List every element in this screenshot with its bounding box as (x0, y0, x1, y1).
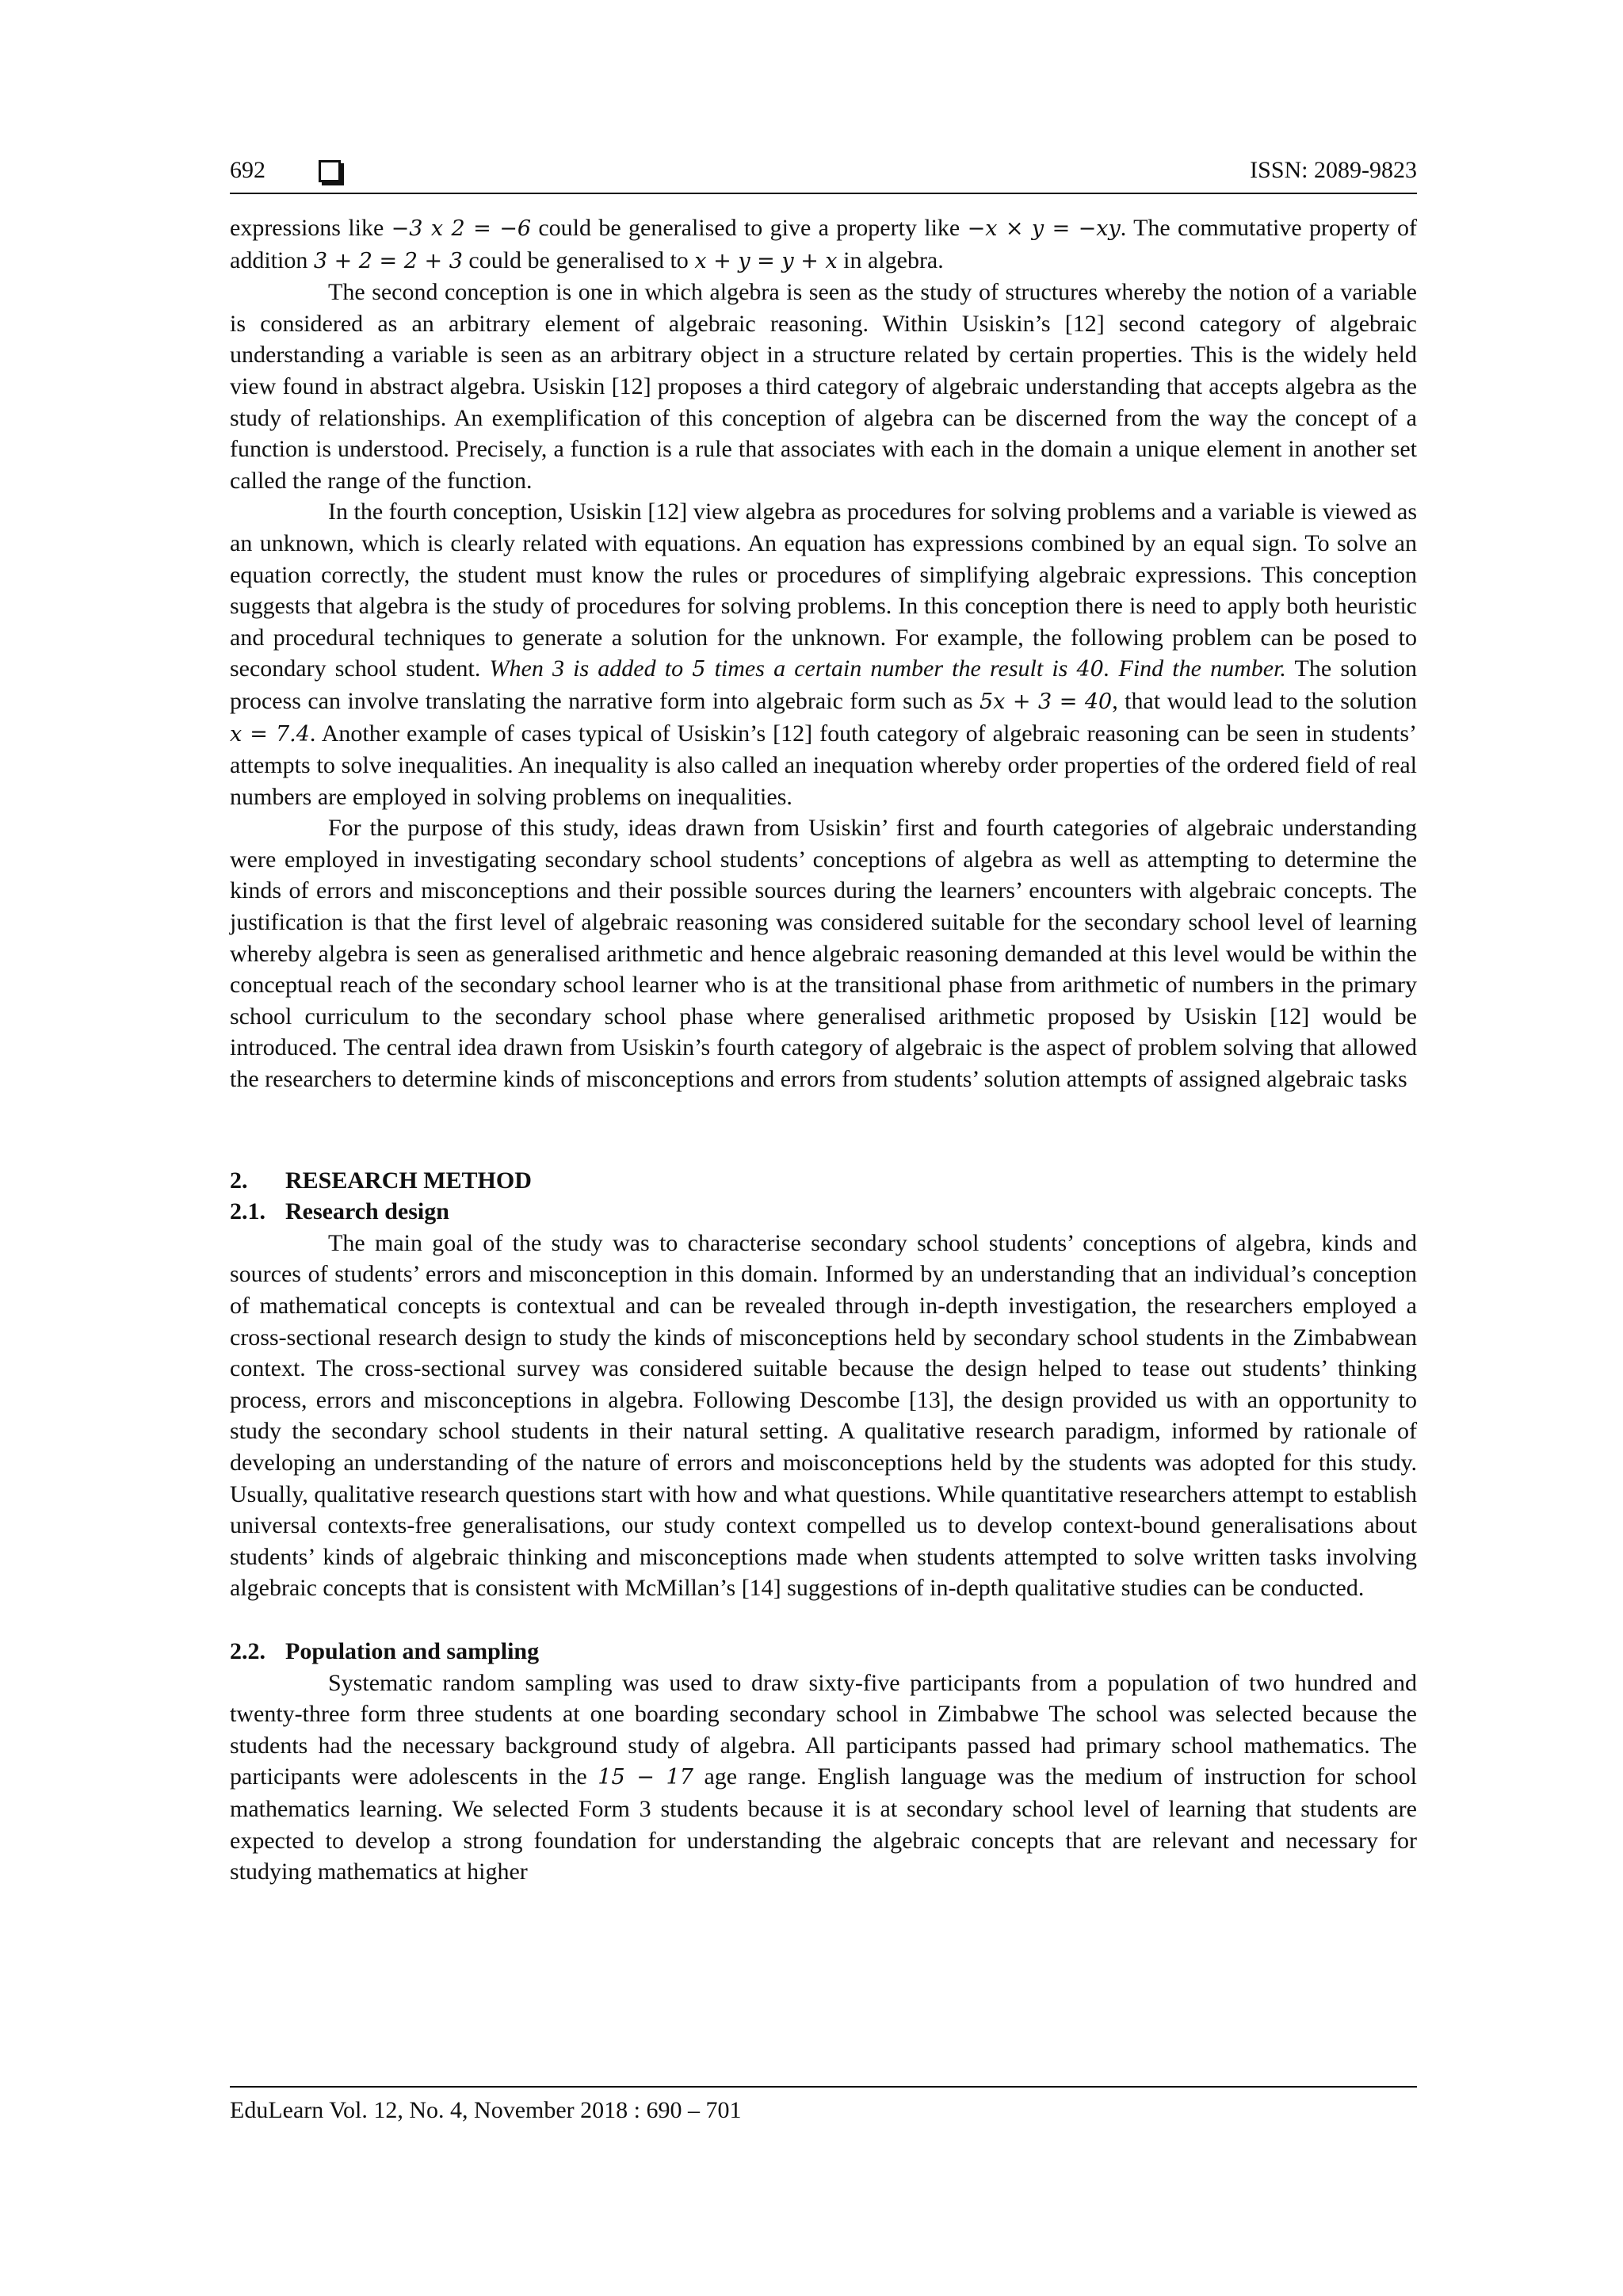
text-run: Systematic random sampling was used to draw sixty-five participants from a population of two hundred and twenty-three form three students at one boarding secondary school in Zimbabwe The school was selected because the students had the necessary background study of algebra. All participants passed had primary school mathematics. The participants were adolescents in the (230, 1669, 1417, 1790)
text-run: . The commutative property of addition (230, 215, 1417, 273)
paragraph (230, 212, 1417, 277)
checkbox-square-icon (319, 160, 341, 182)
math-expression: 3 + 2 = 2 + 3 (313, 248, 463, 273)
paragraph (230, 812, 1417, 1095)
italic-text: times a certain number the result is (705, 655, 1077, 682)
subsection-number: 2.1. (230, 1198, 265, 1225)
paragraph (230, 1228, 1417, 1604)
math-expression: 5𝑥 + 3 = 40 (979, 689, 1113, 714)
text-run: in algebra. (837, 246, 944, 273)
section-number: 2. (230, 1167, 248, 1194)
subsection-title: Research design (285, 1198, 449, 1225)
running-footer: EduLearn Vol. 12, No. 4, November 2018 : 690 – 701 (230, 2097, 742, 2123)
math-expression: 40 (1076, 657, 1104, 682)
text-run: could be generalised to give a property like (531, 215, 968, 241)
text-run: could be generalised to (462, 246, 695, 273)
text-run: expressions like (230, 215, 391, 241)
text-run: The solution process can involve translating the narrative form into algebraic form such as (230, 655, 1418, 714)
subsection-heading (230, 1636, 1417, 1668)
text-run: , that would lead to the solution (1112, 687, 1417, 714)
text-run: In the fourth conception, Usiskin [12] view algebra as procedures for solving problems and a variable is viewed as an unknown, which is clearly related with equations. An equation has expressions combined by an equal sign. To solve an equation correctly, the student must know the rules or procedures of simplifying algebraic expressions. This conception suggests that algebra is the study of procedures for solving problems. In this conception there is need to apply both heuristic and procedural techniques to generate a solution for the unknown. For example, the following problem can be posed to secondary school student. (230, 499, 1417, 682)
math-expression: −𝑥 × 𝑦 = −𝑥𝑦 (967, 216, 1121, 241)
italic-text: When 3 is added to (489, 655, 693, 682)
footer-rule (230, 2086, 1417, 2088)
research-design-paragraph (230, 1228, 1417, 1604)
text-run: The second conception is one in which algebra is seen as the study of structures whereby the notion of a variable is considered as an arbitrary element of algebraic reasoning. Within Usiskin’s [12] second category of algebraic understanding a variable is seen as an arbitrary object in a structure related by certain properties. This is the widely held view found in abstract algebra. Usiskin [12] proposes a third category of algebraic understanding that accepts algebra as the study of relationships. An exemplification of this conception of algebra can be discerned from the way the concept of a function is understood. Precisely, a function is a rule that associates with each in the domain a unique element in another set called the range of the function. (230, 279, 1417, 494)
text-run: . Another example of cases typical of Usiskin’s [12] fouth category of algebraic reasoning can be seen in students’ attempts to solve inequalities. An inequality is also called an inequation whereby order properties of the ordered field of real numbers are employed in solving problems on inequalities. (230, 720, 1417, 810)
section-title: RESEARCH METHOD (285, 1167, 532, 1194)
text-run: For the purpose of this study, ideas drawn from Usiskin’ first and fourth categories of algebraic understanding were employed in investigating secondary school students’ conceptions of algebra as well as attempting to determine the kinds of errors and misconceptions and their possible sources during the learners’ encounters with algebraic concepts. The justification is that the first level of algebraic reasoning was considered suitable for the secondary school level of learning whereby algebra is seen as generalised arithmetic and hence algebraic reasoning demanded at this level would be within the conceptual reach of the secondary school learner who is at the transitional phase from arithmetic of numbers in the primary school curriculum to the secondary school phase where generalised arithmetic proposed by Usiskin [12] would be introduced. The central idea drawn from Usiskin’s fourth category of algebraic is the aspect of problem solving that allowed the researchers to determine kinds of misconceptions and errors from students’ solution attempts of assigned algebraic tasks (230, 815, 1417, 1093)
section-heading (230, 1165, 1417, 1197)
subsection-title: Population and sampling (285, 1637, 540, 1664)
math-expression: 5 (692, 657, 706, 682)
paragraph (230, 277, 1417, 496)
running-header (230, 151, 1417, 192)
population-sampling-paragraph (230, 1668, 1417, 1888)
text-run: age range. English language was the medium of instruction for school mathematics learning. We selected Form 3 students because it is at secondary school level of learning that students are expected to develop a strong foundation for understanding the algebraic concepts that are relevant and necessary for studying mathematics at higher (230, 1763, 1417, 1885)
math-expression: 𝑥 = 7.4 (230, 721, 310, 747)
italic-text: . Find the number. (1103, 655, 1286, 682)
issn: ISSN: 2089-9823 (1250, 157, 1417, 183)
math-expression: −3 𝑥 2 = −6 (391, 216, 531, 241)
intro-paragraphs (230, 212, 1417, 1095)
subsection-heading (230, 1196, 1417, 1228)
math-expression: 15 − 17 (598, 1765, 693, 1790)
page-number: 692 (230, 157, 265, 183)
math-expression: 𝑥 + 𝑦 = 𝑦 + 𝑥 (694, 248, 838, 273)
paragraph (230, 1668, 1417, 1888)
subsection-number: 2.2. (230, 1637, 265, 1664)
header-rule (230, 193, 1417, 194)
paragraph (230, 496, 1417, 812)
body-text (230, 212, 1417, 1888)
text-run: The main goal of the study was to characterise secondary school students’ conceptions of algebra, kinds and sources of students’ errors and misconception in this domain. Informed by an understanding that an individual’s conception of mathematical concepts is contextual and can be revealed through in-depth investigation, the researchers employed a cross-sectional research design to study the kinds of misconceptions held by secondary school students in the Zimbabwean context. The cross-sectional survey was considered suitable because the design helped to tease out students’ thinking process, errors and misconceptions in algebra. Following Descombe [13], the design provided us with an opportunity to study the secondary school students in their natural setting. A qualitative research paradigm, informed by rationale of developing an understanding of the nature of errors and moisconceptions held by the students was adopted for this study. Usually, qualitative research questions start with how and what questions. While quantitative researchers attempt to establish universal contexts-free generalisations, our study context compelled us to develop context-bound generalisations about students’ kinds of algebraic thinking and misconceptions made when students attempted to solve written tasks involving algebraic concepts that is consistent with McMillan’s [14] suggestions of in-depth qualitative studies can be conducted. (230, 1229, 1417, 1602)
